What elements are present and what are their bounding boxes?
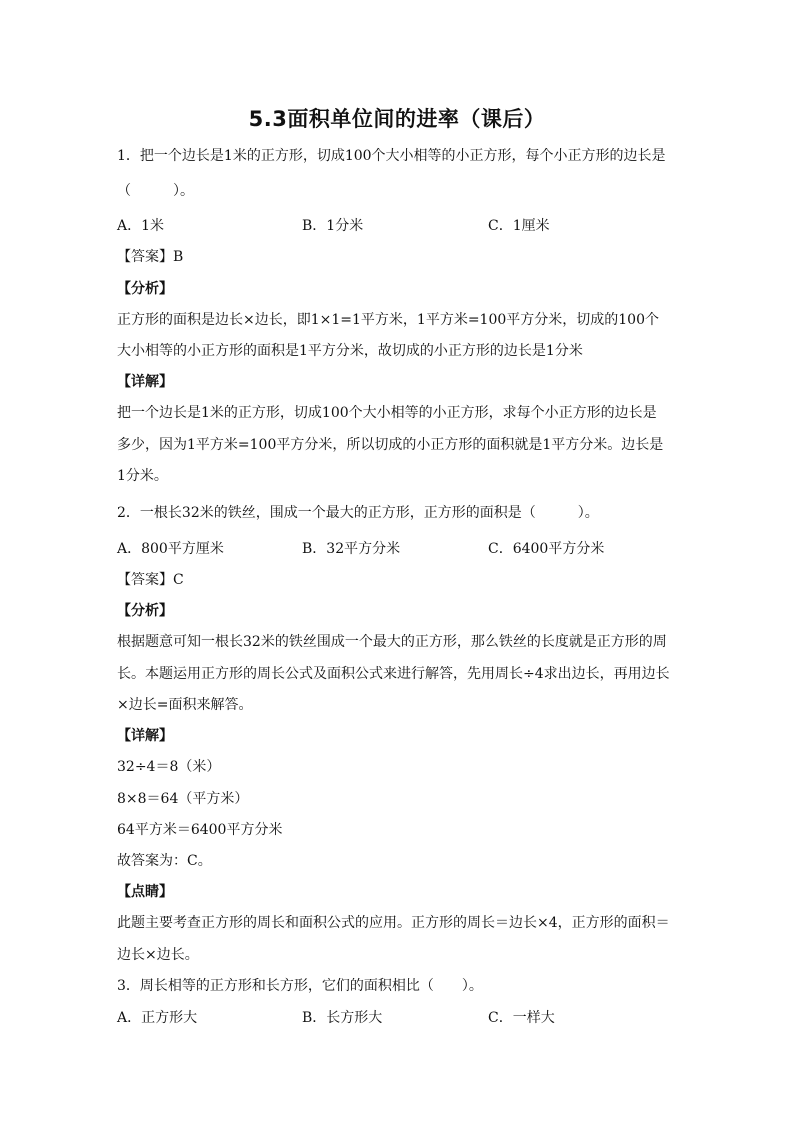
q2-option-c: C．6400平方分米 xyxy=(488,541,605,557)
q2-analysis-line-3: ×边长=面积来解答。 xyxy=(117,697,253,713)
q2-detail-line-3: 64平方米＝6400平方分米 xyxy=(117,822,283,838)
q2-analysis-line-2: 长。本题运用正方形的周长公式及面积公式来进行解答，先用周长÷4求出边长，再用边长 xyxy=(117,666,670,682)
q2-detail-line-1: 32÷4＝8（米） xyxy=(117,759,221,775)
q2-detail-line-2: 8×8＝64（平方米） xyxy=(117,791,249,807)
q3-option-a: A．正方形大 xyxy=(117,1010,198,1026)
q1-detail-line-1: 把一个边长是1米的正方形，切成100个大小相等的小正方形，求每个小正方形的边长是 xyxy=(117,405,657,421)
q1-option-a: A．1米 xyxy=(117,218,165,234)
q1-option-c: C．1厘米 xyxy=(488,218,550,234)
q1-detail-label: 【详解】 xyxy=(117,374,173,390)
q3-stem: 3．周长相等的正方形和长方形，它们的面积相比（ ）。 xyxy=(117,978,483,994)
q2-analysis-label: 【分析】 xyxy=(117,603,173,619)
q2-detail-line-4: 故答案为：C。 xyxy=(117,853,212,869)
q2-analysis-line-1: 根据题意可知一根长32米的铁丝围成一个最大的正方形，那么铁丝的长度就是正方形的周 xyxy=(117,634,667,650)
q2-stem: 2．一根长32米的铁丝，围成一个最大的正方形，正方形的面积是（ ）。 xyxy=(117,505,599,521)
q2-option-a: A．800平方厘米 xyxy=(117,541,224,557)
q1-analysis-line-2: 大小相等的小正方形的面积是1平方分米，故切成的小正方形的边长是1分米 xyxy=(117,343,583,359)
q2-answer: 【答案】C xyxy=(117,572,184,588)
page-title: 5.3面积单位间的进率（课后） xyxy=(248,107,546,131)
q1-analysis-line-1: 正方形的面积是边长×边长，即1×1=1平方米，1平方米=100平方分米，切成的100个 xyxy=(117,312,659,328)
q1-stem-line-2: （ ）。 xyxy=(117,183,194,199)
q3-option-c: C．一样大 xyxy=(488,1010,555,1026)
q2-detail-label: 【详解】 xyxy=(117,728,173,744)
q3-option-b: B．长方形大 xyxy=(302,1010,383,1026)
q1-stem-line-1: 1．把一个边长是1米的正方形，切成100个大小相等的小正方形，每个小正方形的边长是 xyxy=(117,148,666,164)
q1-detail-line-2: 多少，因为1平方米=100平方分米，所以切成的小正方形的面积就是1平方分米。边长是 xyxy=(117,437,664,453)
q2-option-b: B．32平方分米 xyxy=(302,541,401,557)
q1-detail-line-3: 1分米。 xyxy=(117,468,168,484)
q2-note-line-2: 边长×边长。 xyxy=(117,947,199,963)
q1-answer: 【答案】B xyxy=(117,249,184,265)
q2-note-line-1: 此题主要考查正方形的周长和面积公式的应用。正方形的周长＝边长×4，正方形的面积＝ xyxy=(117,915,670,931)
q2-note-label: 【点睛】 xyxy=(117,884,173,900)
q1-analysis-label: 【分析】 xyxy=(117,281,173,297)
q1-option-b: B．1分米 xyxy=(302,218,364,234)
